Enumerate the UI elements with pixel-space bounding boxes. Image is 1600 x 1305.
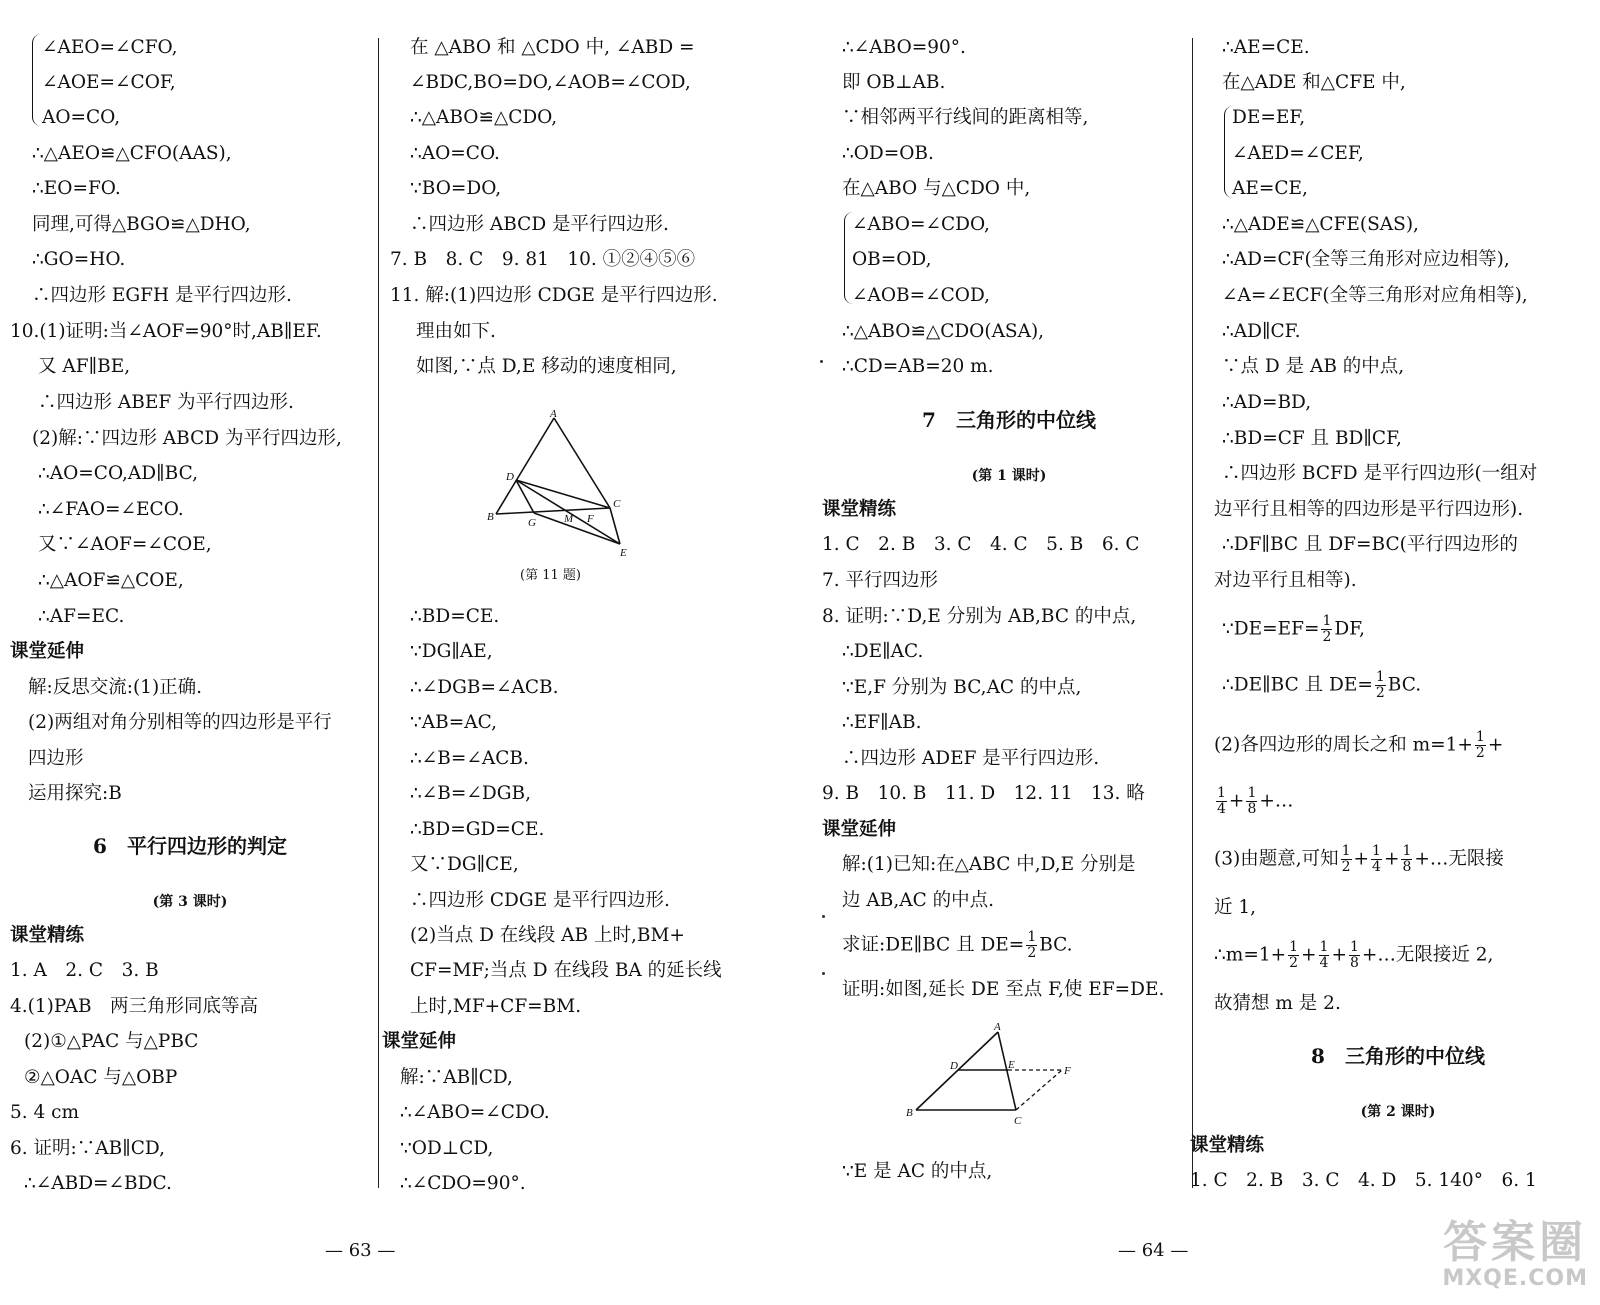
- fraction-numerator: 1: [1375, 669, 1385, 685]
- text-line: ∴EF∥AB.: [842, 712, 922, 733]
- fraction-denominator: 2: [1375, 685, 1385, 701]
- text-line: ∵AB=AC,: [410, 712, 497, 733]
- text-part: (3)由题意,可知: [1214, 848, 1339, 870]
- fraction-numerator: 1: [1475, 729, 1485, 745]
- fraction-numerator: 1: [1341, 843, 1351, 859]
- text-line: (2)当点 D 在线段 AB 上时,BM+: [410, 925, 685, 946]
- text-part: (2)各四边形的周长之和 m=1+: [1214, 734, 1473, 756]
- lesson-label: (第 2 课时): [1360, 1104, 1436, 1120]
- text-line: 边平行且相等的四边形是平行四边形).: [1214, 499, 1524, 520]
- section-heading: 7 三角形的中位线: [922, 408, 1096, 432]
- text-line: ∴四边形 ADEF 是平行四边形.: [842, 748, 1100, 769]
- fraction-numerator: 1: [1402, 843, 1412, 859]
- text-line: ∴AO=CO.: [410, 143, 500, 164]
- fraction-denominator: 4: [1372, 859, 1381, 875]
- text-line: ∠A=∠ECF(全等三角形对应角相等),: [1222, 285, 1528, 306]
- text-line: (2)①△PAC 与△PBC: [24, 1031, 199, 1052]
- text-line: 四边形: [28, 748, 84, 769]
- text-part: +…无限接近 2,: [1361, 944, 1494, 966]
- text-line: ∴∠B=∠ACB.: [410, 748, 529, 769]
- text-line: 上时,MF+CF=BM.: [410, 996, 582, 1017]
- text-part: +…无限接: [1414, 848, 1504, 870]
- text-part: +: [1228, 790, 1245, 812]
- page-number: — 64 —: [1118, 1240, 1189, 1261]
- text-line: ∵DG∥AE,: [410, 641, 493, 662]
- text-line: ∴DE∥AC.: [842, 641, 924, 662]
- text-line: ∴四边形 BCFD 是平行四边形(一组对: [1222, 463, 1538, 484]
- text-line: ∠AOB=∠COD,: [852, 285, 991, 306]
- figure-11: [486, 410, 646, 560]
- watermark-main: 答案圈: [1443, 1217, 1588, 1268]
- fig-label-b: B: [487, 511, 494, 523]
- text-line: 如图,∵点 D,E 移动的速度相同,: [416, 356, 677, 377]
- figure-midline: [898, 1020, 1078, 1130]
- text-part: +: [1353, 848, 1370, 870]
- section-heading: 8 三角形的中位线: [1311, 1044, 1485, 1068]
- text-line: ∴AE=CE.: [1222, 37, 1310, 58]
- fraction-denominator: 4: [1319, 955, 1329, 971]
- fraction: [1288, 940, 1299, 971]
- section-heading: 6 平行四边形的判定: [93, 834, 287, 858]
- fraction: [1341, 844, 1352, 875]
- text-part: 求证:DE∥BC 且 DE=: [842, 934, 1025, 956]
- text-line: [1214, 786, 1293, 817]
- print-speck: [822, 972, 825, 975]
- fraction-denominator: 2: [1475, 745, 1485, 761]
- text-line: AE=CE,: [1232, 178, 1308, 199]
- text-line: ∴AD=CF(全等三角形对应边相等),: [1222, 249, 1510, 270]
- fraction: [1375, 670, 1386, 701]
- text-line: 又 AF∥BE,: [38, 356, 131, 377]
- fraction: [1246, 786, 1257, 817]
- text-part: ∴DE∥BC 且 DE=: [1222, 674, 1373, 696]
- fig-label-a: A: [994, 1021, 1001, 1033]
- text-part: +: [1487, 734, 1504, 756]
- fig-label-e: E: [620, 547, 627, 559]
- text-line: 在 △ABO 和 △CDO 中, ∠ABD =: [410, 37, 695, 58]
- text-part: BC.: [1387, 674, 1422, 696]
- text-line: ∠AOE=∠COF,: [42, 72, 176, 93]
- text-line: [1214, 730, 1503, 761]
- text-line: ∵点 D 是 AB 的中点,: [1222, 356, 1405, 377]
- text-line: ∴四边形 ABCD 是平行四边形.: [410, 214, 669, 235]
- text-line: (2)解:∵四边形 ABCD 为平行四边形,: [32, 428, 342, 449]
- fraction-numerator: 1: [1027, 929, 1037, 945]
- lesson-label: (第 1 课时): [971, 468, 1047, 484]
- text-line: ∴AF=EC.: [38, 606, 125, 627]
- print-speck: [822, 915, 825, 918]
- column-divider: [378, 38, 379, 1188]
- text-line: ∵OD⊥CD,: [400, 1138, 494, 1159]
- text-line: 边 AB,AC 的中点.: [842, 890, 994, 911]
- text-line: [1214, 844, 1504, 875]
- text-line: ∴AD=BD,: [1222, 392, 1312, 413]
- text-line: ∠BDC,BO=DO,∠AOB=∠COD,: [410, 72, 691, 93]
- fig-label-c: C: [1014, 1115, 1022, 1127]
- text-line: ∴△ABO≌△CDO(ASA),: [842, 321, 1045, 342]
- fraction: [1026, 930, 1037, 961]
- text-line: 证明:如图,延长 DE 至点 F,使 EF=DE.: [842, 979, 1165, 1000]
- text-line: 5. 4 cm: [10, 1102, 80, 1123]
- fraction-denominator: 2: [1322, 629, 1332, 645]
- text-line: (2)两组对角分别相等的四边形是平行: [28, 712, 332, 733]
- text-line: AO=CO,: [42, 107, 121, 128]
- fig-label-c: C: [613, 498, 621, 510]
- section-label: 课堂延伸: [10, 641, 85, 662]
- fig-label-a: A: [550, 410, 557, 420]
- text-line: 4.(1)PAB 两三角形同底等高: [10, 996, 259, 1017]
- text-line: ∴BD=CF 且 BD∥CF,: [1222, 428, 1402, 449]
- text-line: OB=OD,: [852, 249, 932, 270]
- text-line: ∴AO=CO,AD∥BC,: [38, 463, 198, 484]
- text-line: ∴EO=FO.: [32, 178, 121, 199]
- text-line: 解:(1)已知:在△ABC 中,D,E 分别是: [842, 854, 1136, 875]
- fig-label-f: F: [1064, 1065, 1071, 1077]
- text-line: 6. 证明:∵AB∥CD,: [10, 1138, 165, 1159]
- fraction-denominator: 2: [1027, 945, 1037, 961]
- text-line: 在△ABO 与△CDO 中,: [842, 178, 1031, 199]
- text-line: 1. C 2. B 3. C 4. C 5. B 6. C: [822, 534, 1140, 555]
- fraction-numerator: 1: [1349, 939, 1359, 955]
- text-line: 7. 平行四边形: [822, 570, 939, 591]
- fraction: [1216, 786, 1227, 817]
- section-label: 课堂延伸: [382, 1031, 457, 1052]
- text-part: +…: [1259, 790, 1294, 812]
- text-line: 运用探究:B: [28, 783, 122, 804]
- fraction-numerator: 1: [1217, 785, 1226, 801]
- text-line: [1222, 614, 1365, 645]
- fraction: [1401, 844, 1412, 875]
- fraction-numerator: 1: [1289, 939, 1299, 955]
- text-line: 近 1,: [1214, 897, 1257, 918]
- fraction-numerator: 1: [1319, 939, 1329, 955]
- text-line: ∴∠ABO=∠CDO.: [400, 1102, 550, 1123]
- column-divider: [1192, 38, 1193, 1188]
- fraction-numerator: 1: [1322, 613, 1332, 629]
- text-line: 又∵∠AOF=∠COE,: [38, 534, 212, 555]
- text-part: ∴m=1+: [1214, 944, 1287, 966]
- fraction: [1371, 844, 1382, 875]
- fraction-denominator: 8: [1247, 801, 1257, 817]
- text-part: +: [1383, 848, 1400, 870]
- text-line: ∠AED=∠CEF,: [1232, 143, 1364, 164]
- text-line: ∴∠ABD=∠BDC.: [24, 1173, 172, 1194]
- system-brace: [32, 34, 41, 126]
- text-line: ∵E 是 AC 的中点,: [842, 1161, 993, 1182]
- text-line: ②△OAC 与△OBP: [24, 1067, 178, 1088]
- text-part: +: [1301, 944, 1317, 966]
- text-line: 解:∵AB∥CD,: [400, 1067, 513, 1088]
- text-line: 又∵DG∥CE,: [410, 854, 519, 875]
- text-line: ∴BD=CE.: [410, 606, 500, 627]
- fraction: [1349, 940, 1360, 971]
- fraction-numerator: 1: [1372, 843, 1381, 859]
- fig-label-f: F: [587, 513, 594, 525]
- watermark: [1442, 1217, 1588, 1291]
- text-line: 解:反思交流:(1)正确.: [28, 677, 203, 698]
- text-line: ∴∠CDO=90°.: [400, 1173, 526, 1194]
- fig-label-b: B: [906, 1107, 913, 1119]
- text-line: 故猜想 m 是 2.: [1214, 993, 1341, 1014]
- fraction-denominator: 2: [1341, 859, 1351, 875]
- text-line: ∴∠DGB=∠ACB.: [410, 677, 559, 698]
- fig-label-g: G: [528, 517, 536, 529]
- page-number: — 63 —: [325, 1240, 396, 1261]
- text-line: [842, 930, 1073, 961]
- text-line: 7. B 8. C 9. 81 10. ①②④⑤⑥: [390, 249, 696, 270]
- text-line: ∴BD=GD=CE.: [410, 819, 545, 840]
- text-line: [1222, 670, 1421, 701]
- fig-label-e: E: [1008, 1059, 1015, 1071]
- fig-label-d: D: [950, 1060, 958, 1072]
- text-line: ∴∠ABO=90°.: [842, 37, 966, 58]
- fig-label-d: D: [506, 471, 514, 483]
- text-part: +: [1331, 944, 1347, 966]
- figure-caption: (第 11 题): [520, 568, 581, 583]
- text-line: ∴∠B=∠DGB,: [410, 783, 531, 804]
- text-line: 在△ADE 和△CFE 中,: [1222, 72, 1406, 93]
- text-line: ∵E,F 分别为 BC,AC 的中点,: [842, 677, 1082, 698]
- fraction: [1319, 940, 1330, 971]
- text-part: ∵DE=EF=: [1222, 618, 1320, 640]
- text-line: ∴DF∥BC 且 DF=BC(平行四边形的: [1222, 534, 1518, 555]
- text-part: BC.: [1039, 934, 1073, 956]
- text-line: ∴四边形 ABEF 为平行四边形.: [38, 392, 294, 413]
- text-line: ∠ABO=∠CDO,: [852, 214, 990, 235]
- watermark-url: MXQE.COM: [1442, 1266, 1588, 1291]
- text-line: 同理,可得△BGO≌△DHO,: [32, 214, 251, 235]
- text-line: 11. 解:(1)四边形 CDGE 是平行四边形.: [390, 285, 718, 306]
- text-line: ∴△AEO≌△CFO(AAS),: [32, 143, 232, 164]
- print-speck: [820, 360, 823, 363]
- text-line: ∵相邻两平行线间的距离相等,: [842, 107, 1089, 128]
- text-line: 8. 证明:∵D,E 分别为 AB,BC 的中点,: [822, 606, 1137, 627]
- section-label: 课堂精练: [10, 925, 85, 946]
- fraction-denominator: 8: [1402, 859, 1412, 875]
- text-line: ∴△AOF≌△COE,: [38, 570, 184, 591]
- text-line: ∴OD=OB.: [842, 143, 934, 164]
- text-line: ∴四边形 EGFH 是平行四边形.: [32, 285, 292, 306]
- text-line: 1. A 2. C 3. B: [10, 960, 159, 981]
- fig-label-m: M: [564, 513, 574, 525]
- fraction-denominator: 4: [1217, 801, 1226, 817]
- text-line: 9. B 10. B 11. D 12. 11 13. 略: [822, 783, 1145, 804]
- text-line: DE=EF,: [1232, 107, 1306, 128]
- text-line: ∴CD=AB=20 m.: [842, 356, 994, 377]
- fraction: [1475, 730, 1486, 761]
- text-line: 即 OB⊥AB.: [842, 72, 946, 93]
- text-line: 1. C 2. B 3. C 4. D 5. 140° 6. 1: [1190, 1170, 1537, 1191]
- section-label: 课堂精练: [822, 499, 897, 520]
- text-part: DF,: [1334, 618, 1366, 640]
- text-line: 对边平行且相等).: [1214, 570, 1357, 591]
- fraction: [1321, 614, 1332, 645]
- fraction-denominator: 2: [1289, 955, 1299, 971]
- section-label: 课堂精练: [1190, 1135, 1265, 1156]
- text-line: 10.(1)证明:当∠AOF=90°时,AB∥EF.: [10, 321, 322, 342]
- text-line: ∴四边形 CDGE 是平行四边形.: [410, 890, 670, 911]
- text-line: ∵BO=DO,: [410, 178, 502, 199]
- fraction-denominator: 8: [1349, 955, 1359, 971]
- text-line: ∴GO=HO.: [32, 249, 126, 270]
- fraction-numerator: 1: [1247, 785, 1257, 801]
- text-line: 理由如下.: [416, 321, 496, 342]
- text-line: ∠AEO=∠CFO,: [42, 37, 178, 58]
- text-line: ∴△ADE≌△CFE(SAS),: [1222, 214, 1419, 235]
- lesson-label: (第 3 课时): [152, 894, 228, 910]
- text-line: [1214, 940, 1493, 971]
- text-line: ∴∠FAO=∠ECO.: [38, 499, 184, 520]
- text-line: CF=MF;当点 D 在线段 BA 的延长线: [410, 960, 722, 981]
- text-line: ∴AD∥CF.: [1222, 321, 1301, 342]
- section-label: 课堂延伸: [822, 819, 897, 840]
- text-line: ∴△ABO≌△CDO,: [410, 107, 558, 128]
